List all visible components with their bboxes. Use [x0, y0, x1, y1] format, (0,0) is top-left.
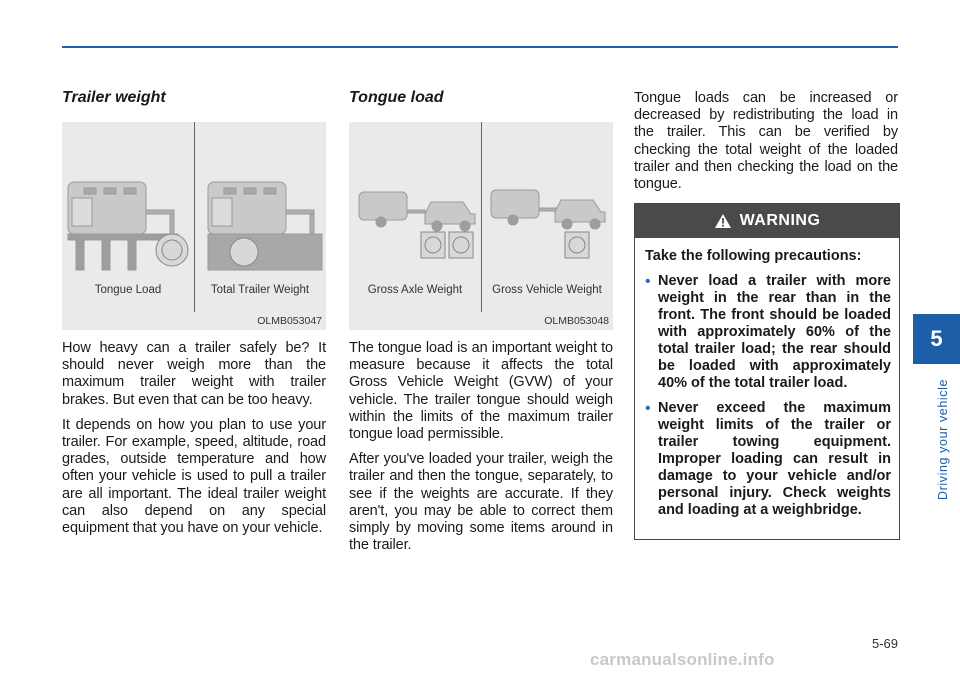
warning-body	[635, 238, 899, 539]
paragraph: How heavy can a trailer safely be? It should never weigh more than the maximum trailer weight with trailer brakes. But even that can be too heavy.	[62, 340, 326, 408]
header-rule	[62, 46, 898, 48]
trailer-total-scale-drawing	[208, 182, 322, 270]
tongue-load-figure	[349, 122, 613, 330]
warning-header	[635, 204, 899, 238]
warning-intro: Take the following precautions:	[645, 248, 862, 265]
paragraph: The tongue load is an important weight to measure because it affects the total Gross Vehicle Weight (GVW) of your vehicle. The trailer tongue should weigh within the limits of the maximum trailer tongue load permissible.	[349, 340, 613, 443]
paragraph: After you've loaded your trailer, weigh the trailer and then the tongue, separately, to see if the weights are accurate. If they aren't, you may be able to correct them simply by moving some items around in the trailer.	[349, 451, 613, 554]
list-item	[645, 273, 891, 392]
gross-axle-weight-label: Gross Axle Weight	[367, 284, 463, 296]
watermark: carmanualsonline.info	[590, 650, 775, 669]
total-trailer-weight-label: Total Trailer Weight	[210, 284, 310, 296]
gross-axle-weight-drawing	[359, 192, 475, 258]
figure-code: OLMB053047	[257, 315, 322, 327]
trailer-weight-figure	[62, 122, 326, 330]
gross-vehicle-weight-label: Gross Vehicle Weight	[492, 284, 602, 296]
bullet-icon: •	[645, 273, 651, 291]
list-item	[645, 400, 891, 519]
chapter-tab[interactable]: 5	[913, 314, 960, 364]
warning-box	[634, 203, 900, 540]
trailer-weight-section	[62, 88, 326, 545]
gross-vehicle-weight-drawing	[491, 190, 605, 258]
tongue-load-heading: Tongue load	[349, 89, 444, 106]
warning-item-text: Never load a trailer with more weight in the rear than in the front. The front should be loaded with approximately 60% of the total trailer load; the rear should be loaded with approximately 40% of the total trailer load.	[658, 273, 891, 392]
chapter-title: Driving your vehicle	[936, 378, 950, 500]
warning-title: WARNING	[739, 212, 821, 230]
warning-item-text: Never exceed the maximum weight limits of the trailer or trailer towing equipment. Improper loading can result in damage to your vehicle and/or personal injury. Check weights and loading at a weighbridge.	[658, 400, 891, 519]
tongue-load-continued-section	[634, 90, 898, 540]
tongue-load-label: Tongue Load	[94, 284, 162, 296]
tongue-load-section	[349, 88, 613, 562]
figure-code: OLMB053048	[544, 315, 609, 327]
bullet-icon: •	[645, 400, 651, 418]
trailer-tongue-scale-drawing	[68, 182, 188, 270]
paragraph: Tongue loads can be increased or decreased by redistributing the load in the trailer. This can be verified by checking the total weight of the loaded trailer and then checking the load on the tongue.	[634, 90, 898, 193]
paragraph: It depends on how you plan to use your trailer. For example, speed, altitude, road grades, outside temperature and how often your vehicle is used to pull a trailer are all important. The ideal trailer weight can also depend on any special equipment that you have on your vehicle.	[62, 416, 326, 537]
warning-triangle-icon	[714, 213, 732, 229]
trailer-weight-heading: Trailer weight	[62, 89, 166, 106]
page-number: 5-69	[871, 636, 898, 651]
